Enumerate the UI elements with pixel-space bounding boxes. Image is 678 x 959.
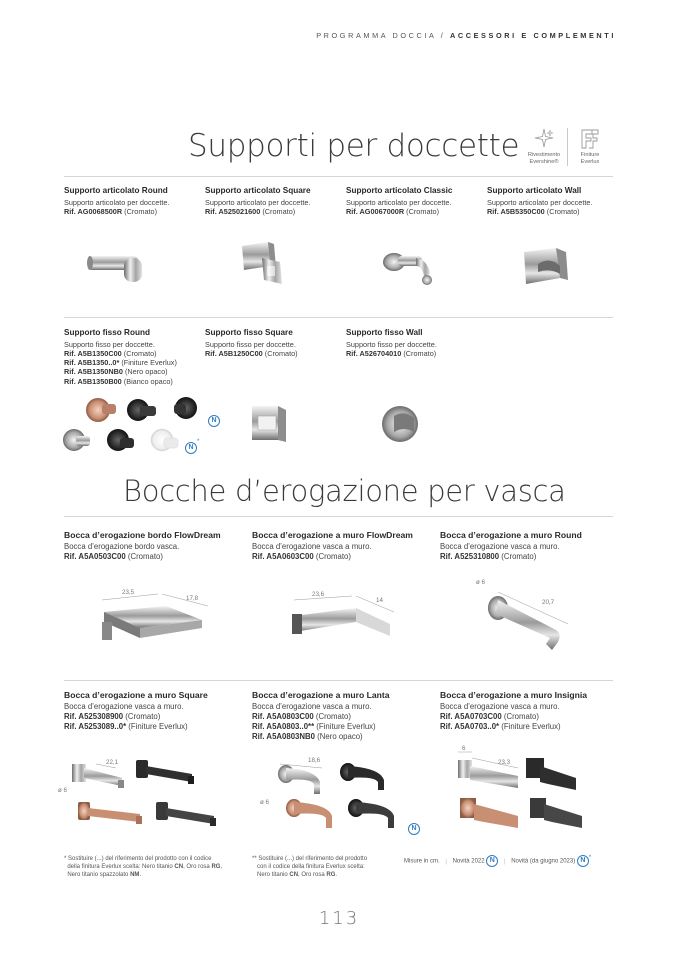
product-title: Bocca d’erogazione a muro Lanta xyxy=(252,690,390,700)
product-title: Bocca d’erogazione a muro Insignia xyxy=(440,690,588,700)
ref-code: Rif. A525310800 xyxy=(440,551,500,561)
ref-note: (Bianco opaco) xyxy=(123,376,173,386)
ref-note: (Cromato) xyxy=(127,551,163,561)
header-separator: / xyxy=(440,31,446,40)
product-title: Bocca d’erogazione a muro Square xyxy=(64,690,208,700)
supporto-fisso-wall-image xyxy=(380,402,424,446)
footnote-text: ** Sostituire (...) del riferimento del prodotto xyxy=(252,856,368,862)
new-badge-letter: N xyxy=(208,415,220,427)
product-ref xyxy=(64,349,204,358)
divider xyxy=(64,680,613,681)
ref-code: Rif. A5A0803C00 xyxy=(252,711,314,721)
ref-note: (Cromato) xyxy=(501,551,537,561)
product-bocca-muro-square xyxy=(64,690,252,732)
product-desc: Supporto articolato per doccette. xyxy=(64,197,170,207)
new-2023-badge: N* xyxy=(185,439,199,457)
new-2022-badge xyxy=(408,820,420,838)
header-subsection: ACCESSORI E COMPLEMENTI xyxy=(449,31,616,40)
ref-code: Rif. A5253089..0* xyxy=(64,721,127,731)
dim-label: 6 xyxy=(462,745,466,752)
product-desc: Bocca d’erogazione vasca a muro. xyxy=(64,702,184,711)
ref-code: Rif. A5A0703..0* xyxy=(440,721,500,731)
product-supporto-fisso-wall xyxy=(346,328,486,358)
dim-label: 23,3 xyxy=(498,759,511,766)
product-ref xyxy=(64,552,252,562)
supporto-articolato-wall-image xyxy=(520,244,572,288)
badge-everlux: Everlux xyxy=(580,158,600,165)
bocca-muro-lanta-image xyxy=(256,752,426,838)
ref-note: (Finiture Everlux) xyxy=(128,721,188,731)
product-ref xyxy=(64,377,204,386)
product-ref xyxy=(252,732,440,742)
ref-code: Rif. A5B1350NB0 xyxy=(64,367,123,377)
product-desc: Bocca d’erogazione bordo vasca. xyxy=(64,542,180,551)
evershine-badge xyxy=(522,128,566,166)
product-supporto-articolato-wall xyxy=(487,186,613,216)
sparkle-icon xyxy=(534,128,554,150)
divider xyxy=(64,317,613,318)
ref-note: (Nero opaco) xyxy=(124,367,168,377)
everlux-icon xyxy=(580,128,600,150)
footnote-text: Nero titanio xyxy=(257,871,288,878)
product-title: Bocca d’erogazione a muro FlowDream xyxy=(252,530,413,540)
product-desc: Supporto articolato per doccette. xyxy=(205,197,311,207)
product-ref xyxy=(252,552,440,562)
ref-code: Rif. AG0068500R xyxy=(64,206,123,216)
divider xyxy=(64,516,613,517)
bocca-bordo-flowdream-image xyxy=(96,586,216,648)
legend-row: Misure in cm. | Novità 2022 N | Novità (da giugno 2023) N * xyxy=(404,855,616,867)
product-ref xyxy=(64,207,204,216)
product-ref xyxy=(252,722,440,732)
product-desc: Supporto articolato per doccette. xyxy=(346,197,452,207)
novita-2022-label: Novità 2022 xyxy=(452,858,485,865)
dim-label: 23,5 xyxy=(122,589,135,596)
product-ref xyxy=(440,722,613,732)
product-desc: Bocca d’erogazione vasca a muro. xyxy=(440,542,560,551)
finish-code: NM xyxy=(130,871,140,878)
ref-note: (Cromato) xyxy=(124,206,158,216)
product-desc: Bocca d’erogazione vasca a muro. xyxy=(252,542,372,551)
product-ref xyxy=(205,207,345,216)
product-title: Supporto articolato Classic xyxy=(346,186,453,195)
product-title: Supporto articolato Square xyxy=(205,186,311,195)
ref-code: Rif. A5A0803..0** xyxy=(252,721,315,731)
footnote-text: , Oro rosa xyxy=(298,871,325,878)
product-ref xyxy=(487,207,613,216)
ref-code: Rif. AG0067000R xyxy=(346,206,405,216)
dim-label: 14 xyxy=(376,597,383,604)
footnote-text: della finitura Everlux scelta: Nero titanio xyxy=(67,863,173,870)
badge-divider xyxy=(567,128,568,166)
ref-code: Rif. A5A0803NB0 xyxy=(252,731,315,741)
dim-label: 20,7 xyxy=(542,599,555,606)
supporto-articolato-round-image xyxy=(86,246,152,286)
product-title: Supporto articolato Wall xyxy=(487,186,582,195)
bocca-muro-square-image xyxy=(56,752,226,836)
finish-code: RG xyxy=(211,863,221,870)
product-ref xyxy=(64,367,204,376)
badge-evershine: Evershine® xyxy=(529,158,559,165)
ref-note: (Finiture Everlux) xyxy=(501,721,561,731)
product-desc: Supporto articolato per doccette. xyxy=(487,197,593,207)
product-supporto-fisso-square xyxy=(205,328,345,358)
badge-finiture: Finiture xyxy=(580,152,600,158)
new-badge-letter: N xyxy=(408,823,420,835)
new-2022-badge xyxy=(208,412,220,430)
footnote-text: , xyxy=(220,863,223,870)
ref-note: (Cromato) xyxy=(264,348,298,358)
dim-label: ø 6 xyxy=(58,787,67,794)
ref-code: Rif. A5B1350B00 xyxy=(64,376,122,386)
product-ref xyxy=(205,349,345,358)
ref-note: (Cromato) xyxy=(315,551,351,561)
section-title-supporti: Supporti per doccette xyxy=(188,128,520,164)
product-ref xyxy=(440,552,613,562)
ref-note: (Cromato) xyxy=(315,711,351,721)
measures-note: Misure in cm. xyxy=(404,858,440,865)
ref-note: (Cromato) xyxy=(503,711,539,721)
product-desc: Supporto fisso per doccette. xyxy=(346,339,437,349)
product-ref xyxy=(440,712,613,722)
ref-code: Rif. A525308900 xyxy=(64,711,124,721)
finish-code: CN xyxy=(174,863,184,870)
supporto-articolato-classic-image xyxy=(380,244,440,290)
product-title: Supporto articolato Round xyxy=(64,186,168,195)
product-bocca-muro-round xyxy=(440,530,613,562)
ref-note: (Cromato) xyxy=(123,348,157,358)
product-title: Supporto fisso Wall xyxy=(346,328,423,337)
footnote-text: Nero titanio spazzolato xyxy=(67,871,129,878)
badge-rivestimento: Rivestimento xyxy=(527,152,561,158)
product-bocca-bordo-flowdream xyxy=(64,530,252,562)
product-ref xyxy=(64,358,204,367)
dim-label: ø 6 xyxy=(260,799,269,806)
ref-code: Rif. A525021600 xyxy=(205,206,261,216)
ref-code: Rif. A5B1350..0* xyxy=(64,358,120,368)
finish-code: CN xyxy=(289,871,299,878)
ref-code: Rif. A5A0703C00 xyxy=(440,711,502,721)
ref-code: Rif. A5A0603C00 xyxy=(252,551,314,561)
new-2022-badge: N xyxy=(486,855,498,867)
ref-note: (Nero opaco) xyxy=(317,731,363,741)
product-ref xyxy=(64,712,252,722)
page-number: 113 xyxy=(318,908,360,929)
footnote-text: , Oro rosa xyxy=(183,863,210,870)
divider xyxy=(64,176,613,177)
dim-label: 22,1 xyxy=(106,759,119,766)
bocca-muro-insignia-image xyxy=(452,744,588,840)
ref-note: (Cromato) xyxy=(403,348,437,358)
product-supporto-articolato-square xyxy=(205,186,345,216)
ref-code: Rif. A526704010 xyxy=(346,348,402,358)
product-desc: Supporto fisso per doccette. xyxy=(205,339,296,349)
product-bocca-muro-lanta xyxy=(252,690,440,742)
ref-code: Rif. A5B1350C00 xyxy=(64,348,122,358)
product-ref xyxy=(252,712,440,722)
product-title: Supporto fisso Round xyxy=(64,328,150,337)
ref-code: Rif. A5B1250C00 xyxy=(205,348,263,358)
finish-code: RG xyxy=(326,871,336,878)
footnote-text: con il codice della finitura Everlux scelta: xyxy=(257,863,365,870)
header-section: PROGRAMMA DOCCIA xyxy=(316,31,437,40)
everlux-badge xyxy=(573,128,607,166)
new-2023-badge: N xyxy=(577,855,589,867)
dim-label: 23,6 xyxy=(312,591,325,598)
ref-note: (Cromato) xyxy=(125,711,161,721)
dim-label: ø 6 xyxy=(476,579,485,586)
product-bocca-muro-insignia xyxy=(440,690,613,732)
product-ref xyxy=(64,722,252,732)
ref-code: Rif. A5B5350C00 xyxy=(487,206,545,216)
product-supporto-articolato-classic xyxy=(346,186,486,216)
product-ref xyxy=(346,349,486,358)
product-supporto-articolato-round xyxy=(64,186,204,216)
product-desc: Supporto fisso per doccette. xyxy=(64,339,155,349)
product-title: Bocca d’erogazione bordo FlowDream xyxy=(64,530,221,540)
bocca-muro-flowdream-image xyxy=(286,586,406,646)
footnote-text: * Sostituire (...) del riferimento del prodotto con il codice xyxy=(64,856,212,862)
new-badge-letter: N xyxy=(185,442,197,454)
supporto-fisso-square-image xyxy=(248,402,290,446)
product-desc: Bocca d’erogazione vasca a muro. xyxy=(252,702,372,711)
footnote-1: * Sostituire (...) del riferimento del prodotto con il codice della finitura Everlux scelta: Nero titanio CN, Oro rosa RG, Nero titanio spazzolato NM. xyxy=(64,856,223,878)
product-ref xyxy=(346,207,486,216)
ref-note: (Cromato) xyxy=(546,206,580,216)
ref-note: (Cromato) xyxy=(262,206,296,216)
dim-label: 17,8 xyxy=(186,595,199,602)
ref-note: (Finiture Everlux) xyxy=(121,358,177,368)
novita-2023-label: Novità (da giugno 2023) xyxy=(511,858,576,865)
footnote-2: ** Sostituire (...) del riferimento del prodotto con il codice della finitura Everlux scelta: Nero titanio CN, Oro rosa RG. xyxy=(252,856,368,878)
dim-label: 18,6 xyxy=(308,757,321,764)
section-title-bocche: Bocche d’erogazione per vasca xyxy=(123,474,566,508)
product-desc: Bocca d’erogazione vasca a muro. xyxy=(440,702,560,711)
ref-note: (Cromato) xyxy=(406,206,440,216)
bocca-muro-round-image xyxy=(472,576,582,656)
ref-note: (Finiture Everlux) xyxy=(316,721,376,731)
ref-code: Rif. A5A0503C00 xyxy=(64,551,126,561)
supporto-articolato-square-image xyxy=(240,240,290,288)
product-title: Bocca d’erogazione a muro Round xyxy=(440,530,582,540)
product-bocca-muro-flowdream xyxy=(252,530,440,562)
running-header xyxy=(316,31,616,40)
product-supporto-fisso-round xyxy=(64,328,204,386)
product-title: Supporto fisso Square xyxy=(205,328,293,337)
